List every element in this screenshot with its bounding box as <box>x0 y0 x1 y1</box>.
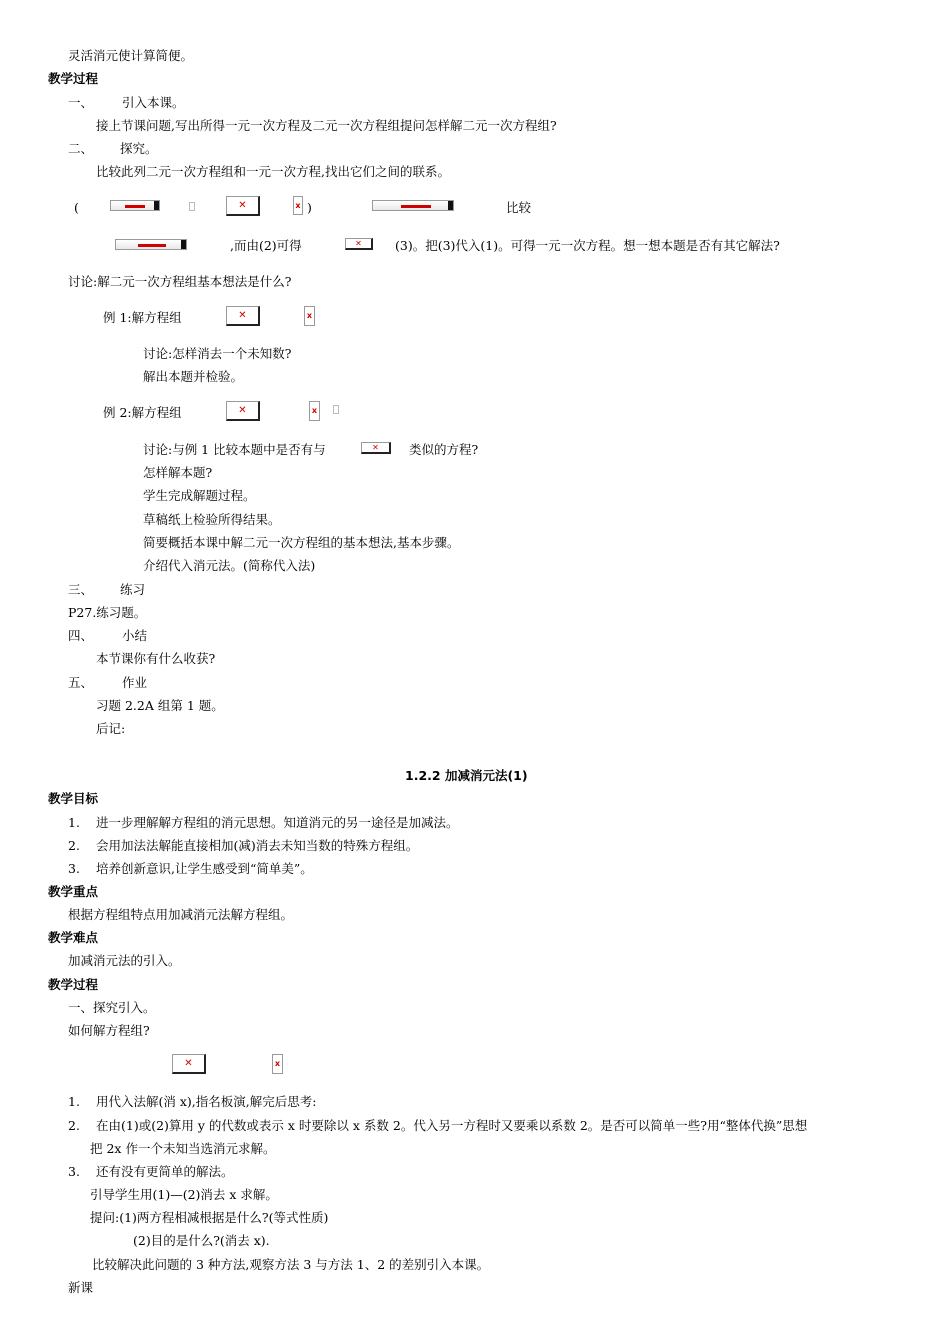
key-text: 根据方程组特点用加减消元法解方程组。 <box>68 907 294 922</box>
intro-line: 灵活消元使计算简便。 <box>68 48 194 63</box>
guide-line: 引导学生用(1)—(2)消去 x 求解。 <box>90 1187 278 1202</box>
step5-num: 五、 <box>68 675 94 690</box>
derive-text-b: (3)。把(3)代入(1)。可得一元一次方程。想一想本题是否有其它解法? <box>395 238 780 253</box>
key-heading: 教学重点 <box>48 884 99 899</box>
example1-label: 例 1:解方程组 <box>103 310 182 325</box>
item-num: 2. <box>68 1118 80 1133</box>
example2-label: 例 2:解方程组 <box>103 405 182 420</box>
example2-question6: 介绍代入消元法。(简称代入法) <box>143 558 316 573</box>
formula-image-icon: ✕ <box>226 401 260 421</box>
explore-line: 一、探究引入。 <box>68 1000 156 1015</box>
item-text-cont: 把 2x 作一个未知当选消元求解。 <box>90 1141 276 1156</box>
formula-image-icon: x <box>304 306 315 326</box>
item-text: 还有没有更简单的解法。 <box>96 1164 234 1179</box>
formula-image-icon <box>115 239 187 250</box>
example1-question2: 解出本题并检验。 <box>143 369 244 384</box>
formula-image-icon <box>110 200 160 211</box>
process-heading-2: 教学过程 <box>48 977 99 992</box>
item-num: 1. <box>68 1094 80 1109</box>
step3-num: 三、 <box>68 582 94 597</box>
example2-question1a: 讨论:与例 1 比较本题中是否有与 <box>143 442 326 457</box>
discussion: 讨论:解二元一次方程组基本想法是什么? <box>68 274 292 289</box>
item-text: 在由(1)或(2)算用 y 的代数或表示 x 时要除以 x 系数 2。代入另一方程时又要乘以系数 2。是否可以简单一些?用“整体代换”思想 <box>96 1118 808 1133</box>
formula-image-icon: x <box>309 401 320 421</box>
step5-title: 作业 <box>122 675 148 690</box>
how-to-solve: 如何解方程组? <box>68 1023 150 1038</box>
ask-line-2: (2)目的是什么?(消去 x). <box>133 1233 270 1248</box>
section-title: 1.2.2 加减消元法(1) <box>405 768 528 783</box>
formula-image-icon <box>372 200 454 211</box>
goal-num: 2. <box>68 838 80 853</box>
new-lesson: 新课 <box>68 1280 94 1295</box>
goal-text: 会用加法法解能直接相加(减)消去未知当数的特殊方程组。 <box>96 838 419 853</box>
goal-num: 3. <box>68 861 80 876</box>
example2-question1b: 类似的方程? <box>409 442 479 457</box>
step3-title: 练习 <box>120 582 146 597</box>
example2-question4: 草稿纸上检验所得结果。 <box>143 512 281 527</box>
paren-close: ) <box>307 200 312 215</box>
step1-num: 一、 <box>68 95 94 110</box>
step4-title: 小结 <box>122 628 148 643</box>
formula-image-icon: ✕ <box>172 1054 206 1074</box>
item-num: 3. <box>68 1164 80 1179</box>
step1-text: 接上节课问题,写出所得一元一次方程及二元一次方程组提问怎样解二元一次方程组? <box>96 118 557 133</box>
compare-label: 比较 <box>506 200 532 215</box>
step4-text: 本节课你有什么收获? <box>96 651 216 666</box>
formula-image-icon: ✕ <box>361 442 391 454</box>
step2-num: 二、 <box>68 141 94 156</box>
formula-image-icon <box>333 405 339 414</box>
goal-text: 进一步理解解方程组的消元思想。知道消元的另一途径是加减法。 <box>96 815 459 830</box>
paren-open: ( <box>74 200 79 215</box>
process-heading: 教学过程 <box>48 71 99 86</box>
ask-line-1: 提问:(1)两方程相减根据是什么?(等式性质) <box>90 1210 329 1225</box>
step4-num: 四、 <box>68 628 94 643</box>
formula-image-icon: ✕ <box>226 306 260 326</box>
formula-image-icon: ✕ <box>226 196 260 216</box>
example2-question5: 简要概括本课中解二元一次方程组的基本想法,基本步骤。 <box>143 535 460 550</box>
formula-image-icon: x <box>293 196 303 215</box>
derive-text-a: ,而由(2)可得 <box>230 238 302 253</box>
formula-image-icon <box>189 202 195 211</box>
item-text: 用代入法解(消 x),指名板演,解完后思考: <box>96 1094 317 1109</box>
difficulty-text: 加减消元法的引入。 <box>68 953 181 968</box>
step2-text: 比较此列二元一次方程组和一元一次方程,找出它们之间的联系。 <box>96 164 450 179</box>
example1-question1: 讨论:怎样消去一个未知数? <box>143 346 292 361</box>
step2-title: 探究。 <box>120 141 158 156</box>
formula-image-icon: x <box>272 1054 283 1074</box>
step3-text: P27.练习题。 <box>68 605 147 620</box>
step1-title: 引入本课。 <box>122 95 185 110</box>
difficulty-heading: 教学难点 <box>48 930 99 945</box>
goal-text: 培养创新意识,让学生感受到“简单美”。 <box>96 861 313 876</box>
goal-heading: 教学目标 <box>48 791 99 806</box>
formula-image-icon: ✕ <box>345 238 373 250</box>
example2-question3: 学生完成解题过程。 <box>143 488 256 503</box>
goal-num: 1. <box>68 815 80 830</box>
afterword: 后记: <box>96 721 126 736</box>
compare-line: 比较解决此问题的 3 种方法,观察方法 3 与方法 1、2 的差别引入本课。 <box>92 1257 490 1272</box>
example2-question2: 怎样解本题? <box>143 465 213 480</box>
step5-text: 习题 2.2A 组第 1 题。 <box>96 698 224 713</box>
